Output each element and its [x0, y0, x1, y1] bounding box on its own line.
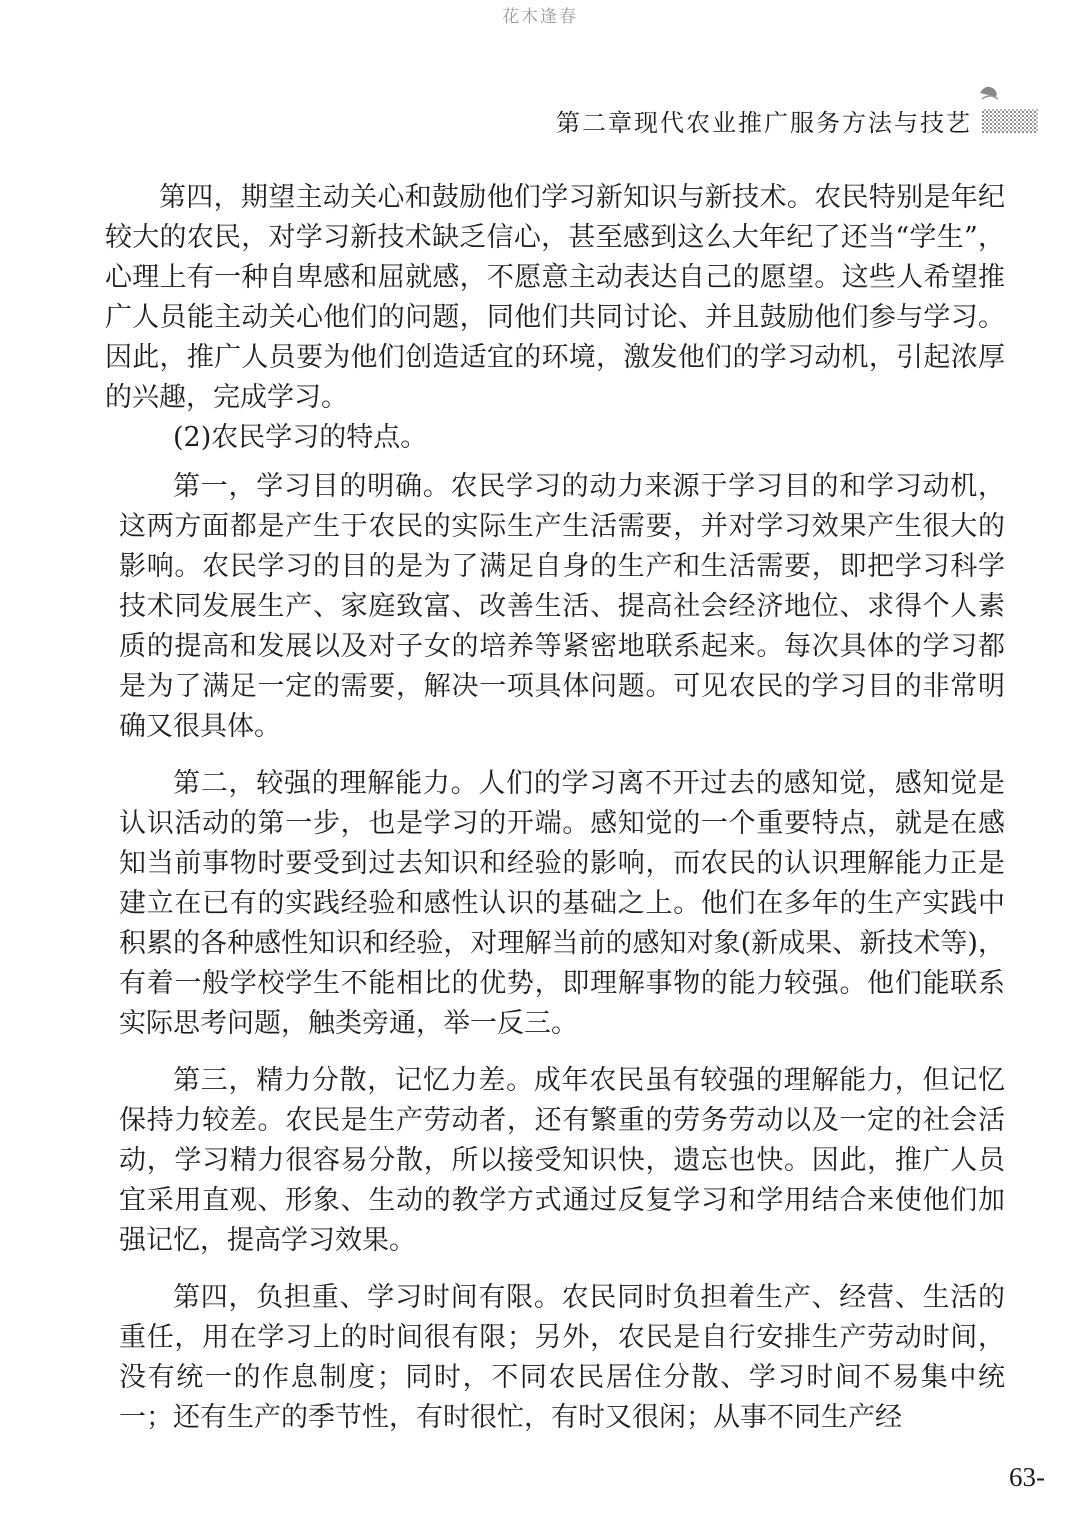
paragraph-section-heading: (2)农民学习的特点。 [173, 422, 428, 453]
body-text [105, 178, 1005, 1438]
paragraph-third-feature: 第三，精力分散，记忆力差。成年农民虽有较强的理解能力，但记忆保持力较差。农民是生产劳动者，还有繁重的劳务劳动以及一定的社会活动，学习精力很容易分散，所以接受知识快，遗忘也快。因此，推广人员宜采用直观、形象、生动的教学方式通过反复学习和学用结合来使他们加强记忆，提高学习效果。 [119, 1065, 1005, 1256]
chapter-header: 第二章现代农业推广服务方法与技艺 [556, 109, 972, 137]
page-number: 63- [1009, 1462, 1045, 1492]
paragraph-first-feature: 第一，学习目的明确。农民学习的动力来源于学习目的和学习动机，这两方面都是产生于农民的实际生产生活需要，并对学习效果产生很大的影响。农民学习的目的是为了满足自身的生产和生活需要，即把学习科学技术同发展生产、家庭致富、改善生活、提高社会经济地位、求得个人素质的提高和发展以及对子女的培养等紧密地联系起来。每次具体的学习都是为了满足一定的需要，解决一项具体问题。可见农民的学习目的非常明确又很具体。 [119, 471, 1005, 742]
paragraph-fourth-feature: 第四，负担重、学习时间有限。农民同时负担着生产、经营、生活的重任，用在学习上的时间很有限；另外，农民是自行安排生产劳动时间，没有统一的作息制度；同时，不同农民居住分散、学习时间不易集中统一；还有生产的季节性，有时很忙，有时又很闲；从事不同生产经 [119, 1282, 1005, 1433]
watermark: 花木逢春 [502, 7, 578, 27]
header-ornament-icon [978, 83, 1040, 139]
paragraph-second-feature: 第二，较强的理解能力。人们的学习离不开过去的感知觉，感知觉是认识活动的第一步，也是学习的开端。感知觉的一个重要特点，就是在感知当前事物时要受到过去知识和经验的影响，而农民的认识理解能力正是建立在已有的实践经验和感性认识的基础之上。他们在多年的生产实践中积累的各种感性知识和经验，对理解当前的感知对象(新成果、新技术等)，有着一般学校学生不能相比的优势，即理解事物的能力较强。他们能联系实际思考问题，触类旁通，举一反三。 [119, 768, 1005, 1039]
paragraph-fourth-expectation: 第四，期望主动关心和鼓励他们学习新知识与新技术。农民特别是年纪较大的农民，对学习新技术缺乏信心，甚至感到这么大年纪了还当“学生”，心理上有一种自卑感和屈就感，不愿意主动表达自己的愿望。这些人希望推广人员能主动关心他们的问题，同他们共同讨论、并且鼓励他们参与学习。因此，推广人员要为他们创造适宜的环境，激发他们的学习动机，引起浓厚的兴趣，完成学习。 [105, 182, 1005, 413]
